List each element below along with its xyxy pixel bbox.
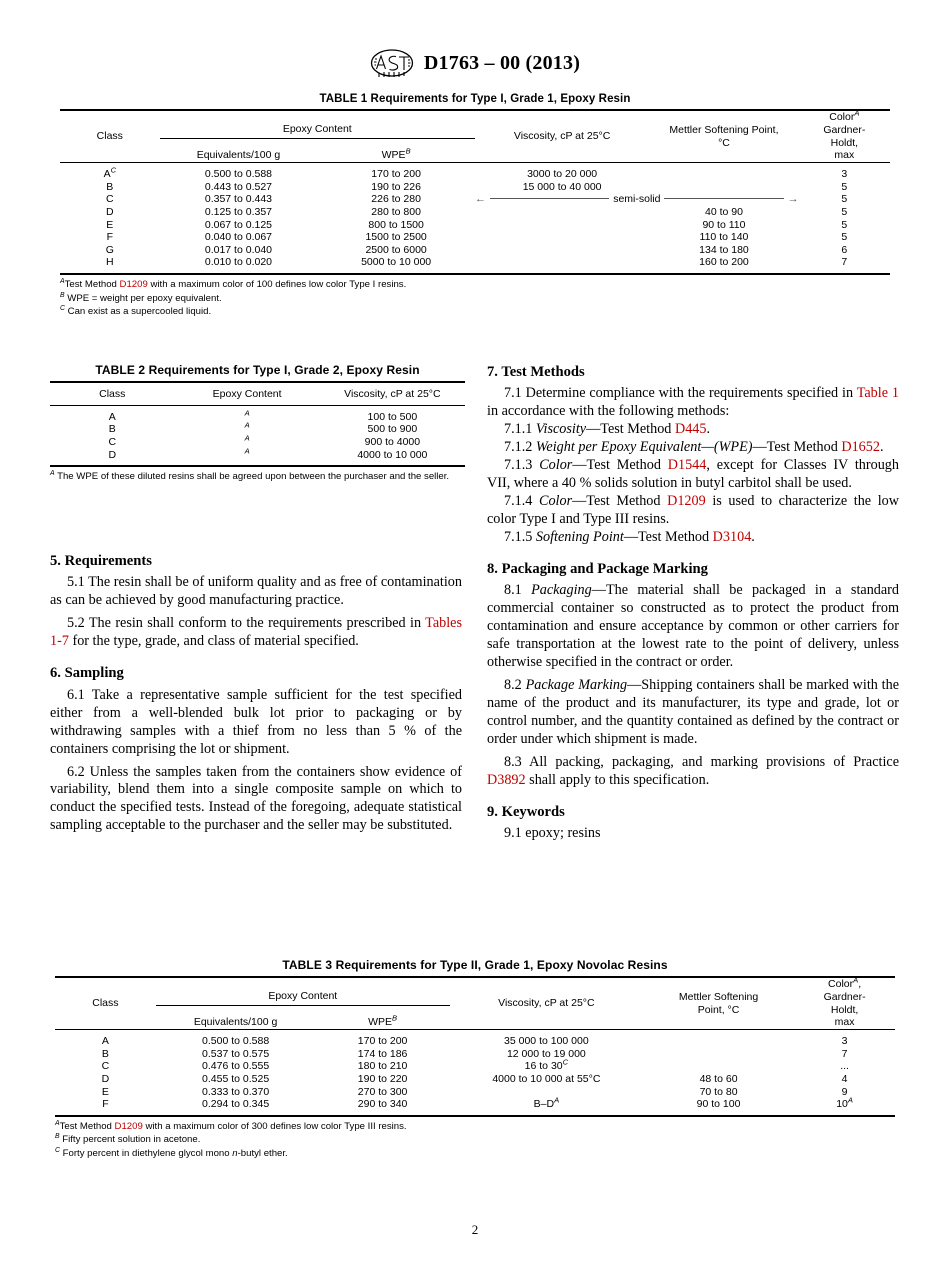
cell-mettler: [643, 1048, 794, 1061]
footnote-b: $^B$ WPE = weight per epoxy equivalent.: [60, 291, 222, 304]
cell-epoxy-content: [175, 446, 320, 467]
footnote-a: $^A$Test Method D1209 with a maximum color of 300 defines low color Type III resins.: [55, 1119, 407, 1132]
paragraph-5-1: 5.1 The resin shall be of uniform quality and as free of contamination as can be achieved by good manufacturing practice.: [50, 574, 462, 609]
cell-color: 7: [841, 1047, 848, 1060]
table-row: [55, 1060, 895, 1073]
cell-color: 5: [841, 231, 848, 244]
footnote-a: $^A$ The WPE of these diluted resins shall be agreed upon between the purchaser and the seller.: [50, 469, 450, 483]
table-1-footnotes: [60, 278, 890, 319]
table-3-header-row-1: [55, 977, 895, 1006]
paragraph-8-3: 8.3 All packing, packaging, and marking provisions of Practice D3892 shall apply to this specification.: [487, 754, 899, 789]
table-row: [55, 1098, 895, 1116]
table-row: [60, 181, 890, 194]
leader-line-left: [490, 198, 609, 199]
cell-equivalents: 0.500 to 0.588: [202, 1035, 270, 1048]
cell-color: 7: [841, 256, 848, 269]
th-equivalents: Equivalents/100 g: [193, 1016, 278, 1029]
table-row: [60, 256, 890, 274]
paragraph-8-2: 8.2 Package Marking—Shipping containers shall be marked with the name of the product and its manufacturer, its type and grade, lot or control number, and the quantity contained as defined by the contract or order under which shipment is made.: [487, 677, 900, 748]
cell-equivalents: 0.010 to 0.020: [204, 256, 273, 269]
paragraph-5-2: 5.2 The resin shall conform to the requirements prescribed in Tables 1-7 for the type, grade, and class of material specified.: [50, 615, 462, 650]
th-color-comma: ,: [858, 978, 862, 990]
cell-color: 6: [841, 243, 848, 256]
cell-class: G: [105, 243, 114, 256]
footnote-mark: A: [847, 1095, 853, 1105]
standard-ref-d3892[interactable]: D3892: [487, 772, 526, 789]
table-row: [60, 163, 890, 181]
arrow-right-icon: →: [787, 193, 799, 206]
paragraph-6-1: 6.1 Take a representative sample sufficient for the test specified either from a well-blended bulk lot prior to packaging or by withdrawing samples with a thief from no less than 5 % of the containers comprising the lot or shipment.: [50, 686, 462, 757]
cell-wpe: 5000 to 10 000: [361, 256, 432, 269]
footnote-mark: A: [60, 277, 65, 285]
cell-viscosity: 500 to 900: [367, 423, 418, 436]
th-class: Class: [92, 997, 119, 1010]
cell-color: 5: [841, 218, 848, 231]
table-2-caption: TABLE 2 Requirements for Type I, Grade 2, Epoxy Resin: [95, 363, 420, 377]
table-row: [50, 423, 465, 436]
cell-viscosity: [475, 206, 649, 219]
cell-mettler: [643, 1060, 794, 1073]
cell-color: 5: [841, 205, 848, 218]
table-3-caption: TABLE 3 Requirements for Type II, Grade 1, Epoxy Novolac Resins: [282, 958, 668, 972]
cell-class: B: [101, 1047, 109, 1060]
th-mettler-line1: Mettler Softening: [678, 990, 759, 1003]
cell-viscosity: 12 000 to 19 000: [506, 1047, 586, 1060]
semisolid-label: semi-solid: [613, 193, 661, 206]
table-3-block: [55, 958, 895, 1161]
cell-wpe: 290 to 340: [357, 1098, 408, 1111]
section-9-heading: 9. Keywords: [487, 803, 565, 820]
footnote-mark: A: [55, 1119, 60, 1127]
cell-viscosity: $B-D^A$: [533, 1095, 560, 1111]
cell-class: F: [102, 1098, 109, 1111]
standard-ref-d1544[interactable]: D1544: [667, 457, 707, 474]
footnote-mark: B: [60, 291, 65, 299]
table-row: [50, 449, 465, 467]
footnote-mark: B: [55, 1133, 60, 1141]
th-wpe: [317, 139, 475, 163]
paragraph-7-1-3: 7.1.3 Color—Test Method D1544, except for Classes IV through VII, where a 40 % solids solution in butyl carbitol shall be used.: [487, 457, 899, 492]
table-1-block: [60, 93, 890, 319]
table-row: [55, 1073, 895, 1086]
cell-mettler: 90 to 110: [702, 218, 746, 231]
cell-wpe: 174 to 186: [357, 1047, 408, 1060]
paragraph-7-1-1: 7.1.1 Viscosity—Test Method D445.: [504, 421, 711, 438]
standard-ref-d3104[interactable]: D3104: [712, 529, 752, 546]
cell-mettler: 48 to 60: [699, 1072, 738, 1085]
cell-class: E: [106, 218, 114, 231]
table-2-footnotes: [50, 470, 465, 484]
section-8-heading: 8. Packaging and Package Marking: [487, 561, 708, 578]
cell-class: B: [108, 423, 116, 436]
cell-wpe: 2500 to 6000: [365, 243, 427, 256]
cell-equivalents: 0.537 to 0.575: [202, 1047, 270, 1060]
standard-ref-d445[interactable]: D445: [674, 421, 707, 438]
cell-class: E: [101, 1085, 109, 1098]
section-6-heading: 6. Sampling: [50, 665, 124, 682]
th-wpe-footnote-mark: B: [405, 146, 411, 156]
paragraph-7-1: 7.1 Determine compliance with the requirements specified in Table 1 in accordance with the following methods:: [487, 385, 899, 420]
th-class: Class: [99, 388, 126, 400]
paragraph-8-1: 8.1 Packaging—The material shall be packaged in a standard commercial container so constructed as to protect the product from contamination and ensure acceptance by common or other carriers for safe transportation at the lowest rate to the point of delivery, unless otherwise specified in the contract or order.: [487, 582, 899, 671]
th-viscosity: Viscosity, cP at 25°C: [513, 130, 611, 143]
leader-line-right: [664, 198, 783, 199]
standard-ref-d1209[interactable]: D1209: [114, 1120, 143, 1132]
cell-wpe: 226 to 280: [371, 193, 421, 206]
th-color-line2: Gardner-: [823, 123, 866, 136]
th-color-line4: max: [834, 149, 855, 162]
th-equivalents: Equivalents/100 g: [196, 149, 281, 162]
footnote-mark: A: [244, 433, 250, 443]
cell-viscosity: [450, 1086, 643, 1099]
cell-mettler: 160 to 200: [699, 256, 749, 269]
th-mettler-line2: Point, °C: [697, 1003, 740, 1016]
table-row: [50, 405, 465, 423]
cell-viscosity: 35 000 to 100 000: [504, 1035, 589, 1048]
table-row: [50, 436, 465, 449]
cell-mettler: 40 to 90: [704, 205, 743, 218]
table-row: [55, 1048, 895, 1061]
th-wpe-label: WPE: [381, 149, 406, 162]
class-footnote-mark: C: [110, 165, 117, 175]
table-row: [60, 244, 890, 257]
footnote-mark: A: [50, 469, 55, 477]
cell-equivalents: 0.294 to 0.345: [202, 1098, 270, 1111]
cell-class: F: [106, 231, 113, 244]
table-1-caption: TABLE 1 Requirements for Type I, Grade 1, Epoxy Resin: [319, 93, 631, 105]
table-1-ref[interactable]: Table 1: [856, 385, 899, 402]
table-row: [60, 231, 890, 244]
footnote-mark: A: [244, 408, 250, 418]
cell-color: $10^A$: [836, 1095, 853, 1111]
cell-equivalents: 0.476 to 0.555: [202, 1060, 270, 1073]
th-color-line4: max: [834, 1016, 855, 1029]
th-mettler-line2: °C: [718, 136, 730, 149]
cell-color: 3: [841, 168, 848, 181]
cell-mettler: [649, 163, 798, 181]
cell-mettler: 134 to 180: [699, 243, 749, 256]
footnote-mark: A: [244, 446, 250, 456]
cell-wpe: 800 to 1500: [368, 218, 424, 231]
th-epoxy-content: Epoxy Content: [156, 977, 450, 1006]
paragraph-7-1-4: 7.1.4 Color—Test Method D1209 is used to characterize the low color Type I and Type III resins.: [487, 493, 899, 528]
section-5-heading: 5. Requirements: [50, 553, 152, 569]
th-mettler-line1: Mettler Softening Point,: [669, 123, 779, 136]
table-row: [60, 219, 890, 232]
cell-wpe: 190 to 220: [357, 1072, 408, 1085]
cell-color: 3: [841, 1035, 848, 1048]
cell-equivalents: 0.125 to 0.357: [204, 205, 273, 218]
cell-equivalents: 0.455 to 0.525: [202, 1072, 270, 1085]
th-color-footnote-mark: A: [853, 975, 859, 985]
th-wpe: [315, 1006, 449, 1030]
footnote-c: $^C$ Forty percent in diethylene glycol mono n-butyl ether.: [55, 1146, 288, 1159]
th-color-line1: Color: [828, 978, 854, 990]
cell-equivalents: 0.443 to 0.527: [204, 180, 273, 193]
cell-class: C: [108, 435, 117, 448]
cell-viscosity: 4000 to 10 000 at 55°C: [492, 1072, 601, 1085]
cell-color: 5: [841, 193, 848, 206]
cell-class: D: [101, 1072, 110, 1085]
cell-wpe: 170 to 200: [357, 1035, 408, 1048]
cell-wpe: 190 to 226: [371, 180, 421, 193]
footnote-mark: A: [244, 420, 250, 430]
tables-1-7-ref[interactable]: Tables 1-7: [50, 615, 462, 650]
th-viscosity: Viscosity, cP at 25°C: [498, 997, 595, 1010]
cell-class: $A^C$: [103, 165, 117, 181]
cell-viscosity: 16 to $30^C$: [524, 1057, 569, 1073]
th-mettler: [649, 110, 798, 163]
cell-mettler: 90 to 100: [696, 1098, 741, 1111]
cell-wpe: 180 to 210: [357, 1060, 408, 1073]
footnote-mark: C: [55, 1146, 60, 1154]
cell-color: 9: [841, 1085, 848, 1098]
cell-viscosity: [475, 231, 649, 244]
table-1-header-row-1: [60, 110, 890, 139]
footnote-b: $^B$ Fifty percent solution in acetone.: [55, 1133, 201, 1146]
footnote-c: $^C$ Can exist as a supercooled liquid.: [60, 304, 212, 318]
paragraph-9-1: 9.1 epoxy; resins: [504, 825, 601, 842]
th-epoxy-content: Epoxy Content: [160, 110, 475, 139]
right-text-column: [487, 363, 899, 843]
table-3: [55, 976, 895, 1117]
cell-viscosity: 4000 to 10 000: [357, 448, 428, 461]
cell-mettler: [649, 181, 798, 194]
th-viscosity: Viscosity, cP at 25°C: [344, 388, 441, 400]
section-7-heading: 7. Test Methods: [487, 364, 585, 380]
document-header: [0, 48, 950, 78]
cell-color: ...: [840, 1060, 849, 1073]
footnote-mark: C: [60, 304, 65, 312]
th-color-line3: Holdt,: [830, 136, 859, 149]
arrow-left-icon: ←: [474, 193, 486, 206]
footnote-a: $^A$Test Method D1209 with a maximum color of 100 defines low color Type I resins.: [60, 277, 407, 290]
italic-n: n: [232, 1147, 238, 1159]
cell-wpe: 270 to 300: [357, 1085, 408, 1098]
cell-class: D: [106, 205, 114, 218]
cell-class: C: [106, 193, 114, 206]
cell-equivalents: 0.040 to 0.067: [204, 231, 273, 244]
th-color-line1: Color: [829, 111, 855, 123]
table-2: [50, 381, 465, 467]
th-wpe-label: WPE: [368, 1016, 393, 1029]
table-1: [60, 109, 890, 275]
astm-logo-icon: [370, 48, 414, 78]
table-3-footnotes: [55, 1120, 895, 1161]
page-number: 2: [471, 1222, 479, 1237]
cell-class: B: [106, 180, 114, 193]
th-color-line2: Gardner-: [823, 990, 866, 1003]
cell-equivalents: 0.333 to 0.370: [202, 1085, 270, 1098]
th-color: [799, 110, 890, 163]
cell-color: 5: [841, 180, 848, 193]
footnote-mark: C: [562, 1057, 569, 1067]
th-color: [794, 977, 895, 1030]
page-title: D1763 – 00 (2013): [423, 51, 581, 74]
cell-class: A: [101, 1035, 109, 1048]
th-color-line3: Holdt,: [830, 1003, 859, 1016]
cell-viscosity: 3000 to 20 000: [527, 168, 598, 181]
left-text-column: [50, 552, 462, 835]
cell-class: D: [108, 448, 117, 461]
cell-mettler: [643, 1030, 794, 1048]
cell-equivalents: 0.500 to 0.588: [204, 168, 273, 181]
table-2-block: [50, 363, 465, 484]
cell-viscosity: [475, 219, 649, 232]
cell-viscosity: 15 000 to 40 000: [522, 180, 602, 193]
cell-equivalents: 0.067 to 0.125: [204, 218, 273, 231]
th-wpe-footnote-mark: B: [392, 1013, 398, 1023]
table-row: [55, 1030, 895, 1048]
cell-equivalents: 0.017 to 0.040: [204, 243, 273, 256]
cell-class: C: [101, 1060, 110, 1073]
cell-viscosity-semisolid: [475, 193, 799, 206]
cell-wpe: 280 to 800: [371, 205, 421, 218]
paragraph-7-1-2: 7.1.2 Weight per Epoxy Equivalent—(WPE)—Test Method D1652.: [504, 439, 884, 456]
th-mettler: [643, 977, 794, 1030]
table-row: [60, 206, 890, 219]
th-epoxy-content: Epoxy Content: [212, 388, 282, 400]
cell-viscosity: [475, 256, 649, 274]
cell-mettler: 70 to 80: [699, 1085, 738, 1098]
cell-class: H: [106, 256, 114, 269]
cell-wpe: 1500 to 2500: [365, 231, 427, 244]
standard-ref-d1652[interactable]: D1652: [841, 439, 880, 456]
th-color-footnote-mark: A: [854, 108, 860, 118]
paragraph-6-2: 6.2 Unless the samples taken from the containers show evidence of variability, blend them into a single composite sample on which to conduct the specified tests. Instead of the foregoing, adequate statistical sampling acceptable to the purchaser and the seller may be substituted.: [50, 763, 462, 834]
cell-viscosity: [475, 244, 649, 257]
th-class: Class: [96, 130, 123, 143]
cell-color: 4: [841, 1072, 848, 1085]
standard-ref-d1209[interactable]: D1209: [119, 278, 148, 290]
table-row: [60, 193, 890, 206]
table-row: [55, 1086, 895, 1099]
paragraph-7-1-5: 7.1.5 Softening Point—Test Method D3104.: [504, 529, 755, 546]
cell-equivalents: 0.357 to 0.443: [204, 193, 273, 206]
standard-ref-d1209[interactable]: D1209: [667, 493, 706, 510]
cell-viscosity: 100 to 500: [367, 410, 418, 423]
cell-class: A: [108, 410, 116, 423]
cell-mettler: 110 to 140: [699, 231, 749, 244]
cell-wpe: 170 to 200: [371, 168, 421, 181]
cell-viscosity: 900 to 4000: [364, 435, 421, 448]
table-2-header-row: [50, 382, 465, 405]
footnote-mark: A: [554, 1095, 560, 1105]
